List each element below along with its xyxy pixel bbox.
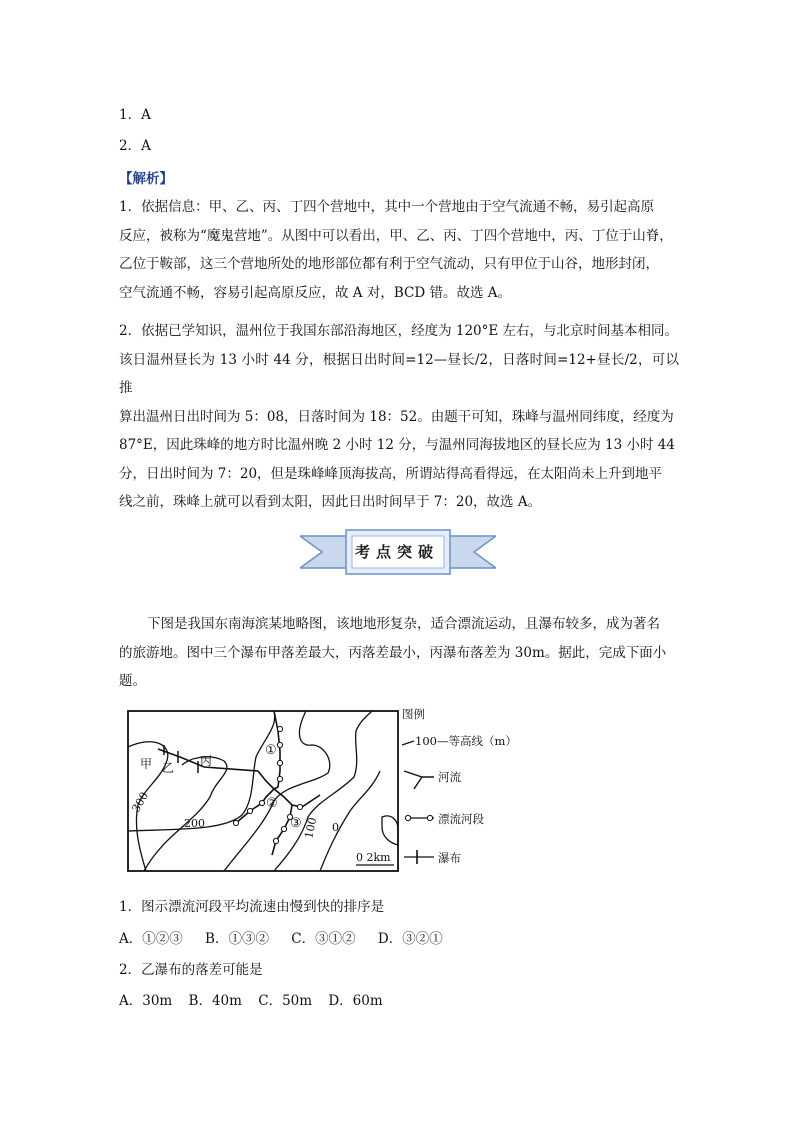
scale-label: 0 2km xyxy=(356,851,391,864)
legend-rafting-point xyxy=(427,815,432,820)
legend-title: 图例 xyxy=(402,707,425,721)
passage-line: 的旅游地。图中三个瀑布甲落差最大，丙落差最小，丙瀑布落差为 30m。据此，完成下面小 xyxy=(119,644,667,661)
river-icon xyxy=(404,771,434,789)
segment-label-1: ① xyxy=(265,743,277,758)
rafting-point xyxy=(273,838,278,843)
contour-line xyxy=(274,711,372,871)
banner-title: 考点突破 xyxy=(354,543,439,561)
analysis-line: 该日温州昼长为 13 小时 44 分，根据日出时间=12—昼长/2，日落时间=12+昼长/2，可以推 xyxy=(119,351,679,396)
analysis-line: 反应，被称为“魔鬼营地”。从图中可以看出，甲、乙、丙、丁四个营地中，丙、丁位于山脊， xyxy=(119,227,673,244)
question-1-stem: 1．图示漂流河段平均流速由慢到快的排序是 xyxy=(119,899,385,915)
option-d[interactable]: D．③②① xyxy=(377,931,443,947)
passage-line: 下图是我国东南海滨某地略图，该地地形复杂，适合漂流运动，且瀑布较多，成为著名 xyxy=(147,616,660,632)
label-jia: 甲 xyxy=(140,757,153,771)
analysis-line: 乙位于鞍部，这三个营地所处的地形部位都有利于空气流动，只有甲位于山谷，地形封闭， xyxy=(119,256,659,272)
analysis-line: 2．依据已学知识，温州位于我国东部沿海地区，经度为 120°E 左右，与北京时间基本相同。 xyxy=(119,323,679,339)
contour-label-300: 300 xyxy=(129,789,152,815)
contour-label-0: 0 xyxy=(332,821,339,834)
contour-label-200: 200 xyxy=(184,817,205,830)
analysis-q2 xyxy=(119,317,679,517)
rafting-point xyxy=(247,808,252,813)
label-bing: 丙 xyxy=(200,754,213,768)
analysis-line: 线之前，珠峰上就可以看到太阳，因此日出时间早于 7：20，故选 A。 xyxy=(119,494,542,510)
legend-contour-symbol xyxy=(402,741,414,745)
legend-waterfall: 瀑布 xyxy=(438,851,461,865)
answer-1: 1．A xyxy=(119,107,151,123)
passage-line: 题。 xyxy=(119,673,146,689)
rafting-point xyxy=(259,800,264,805)
legend-rafting: 漂流河段 xyxy=(438,812,484,826)
analysis-line: 1．依据信息：甲、乙、丙、丁四个营地中，其中一个营地由于空气流通不畅，易引起高原 xyxy=(119,199,655,215)
analysis-line: 87°E，因此珠峰的地方时比温州晚 2 小时 12 分，与温州同海拔地区的昼长应为 13 小时 44 xyxy=(119,437,675,453)
legend-rafting-point xyxy=(405,815,410,820)
question-2-options xyxy=(119,989,383,1009)
river xyxy=(274,789,320,807)
river xyxy=(258,771,274,789)
option-b[interactable]: B．①③② xyxy=(205,931,269,947)
analysis-tag: 【解析】 xyxy=(119,171,173,187)
rafting-point xyxy=(277,760,282,765)
option-a[interactable]: A．30m xyxy=(119,993,173,1009)
option-c[interactable]: C．③①② xyxy=(291,931,356,947)
segment-label-2: ② xyxy=(266,796,278,811)
rafting-point xyxy=(277,742,282,747)
contour-line xyxy=(144,757,227,871)
rafting-point xyxy=(233,820,238,825)
option-c[interactable]: C．50m xyxy=(258,993,313,1009)
topographic-map xyxy=(124,705,544,880)
question-2-stem: 2．乙瀑布的落差可能是 xyxy=(119,962,263,978)
analysis-line: 分，日出时间为 7：20，但是珠峰峰顶海拔高，所谓站得高看得远，在太阳尚未上升到地平 xyxy=(119,465,663,482)
analysis-q1 xyxy=(119,193,679,307)
option-d[interactable]: D．60m xyxy=(328,993,383,1009)
analysis-line: 空气流通不畅，容易引起高原反应，故 A 对，BCD 错。故选 A。 xyxy=(119,284,511,301)
label-yi: 乙 xyxy=(162,761,175,775)
rafting-point xyxy=(277,726,282,731)
option-a[interactable]: A．①②③ xyxy=(119,931,183,947)
question-1-options xyxy=(119,927,443,947)
rafting-point xyxy=(281,826,286,831)
contour-label-100: 100 xyxy=(302,816,320,840)
option-b[interactable]: B．40m xyxy=(188,993,242,1009)
passage xyxy=(119,610,679,696)
segment-label-3: ③ xyxy=(290,816,302,831)
rafting-point xyxy=(277,776,282,781)
analysis-line: 算出温州日出时间为 5：08，日落时间为 18：52。由题干可知，珠峰与温州同纬度，经度为 xyxy=(119,408,674,425)
rafting-point xyxy=(297,804,302,809)
map-frame xyxy=(128,711,398,871)
answer-2: 2．A xyxy=(119,138,151,154)
contour-line xyxy=(382,816,398,845)
legend-river: 河流 xyxy=(438,770,461,784)
legend-contour: 100—等高线（m） xyxy=(415,734,517,748)
